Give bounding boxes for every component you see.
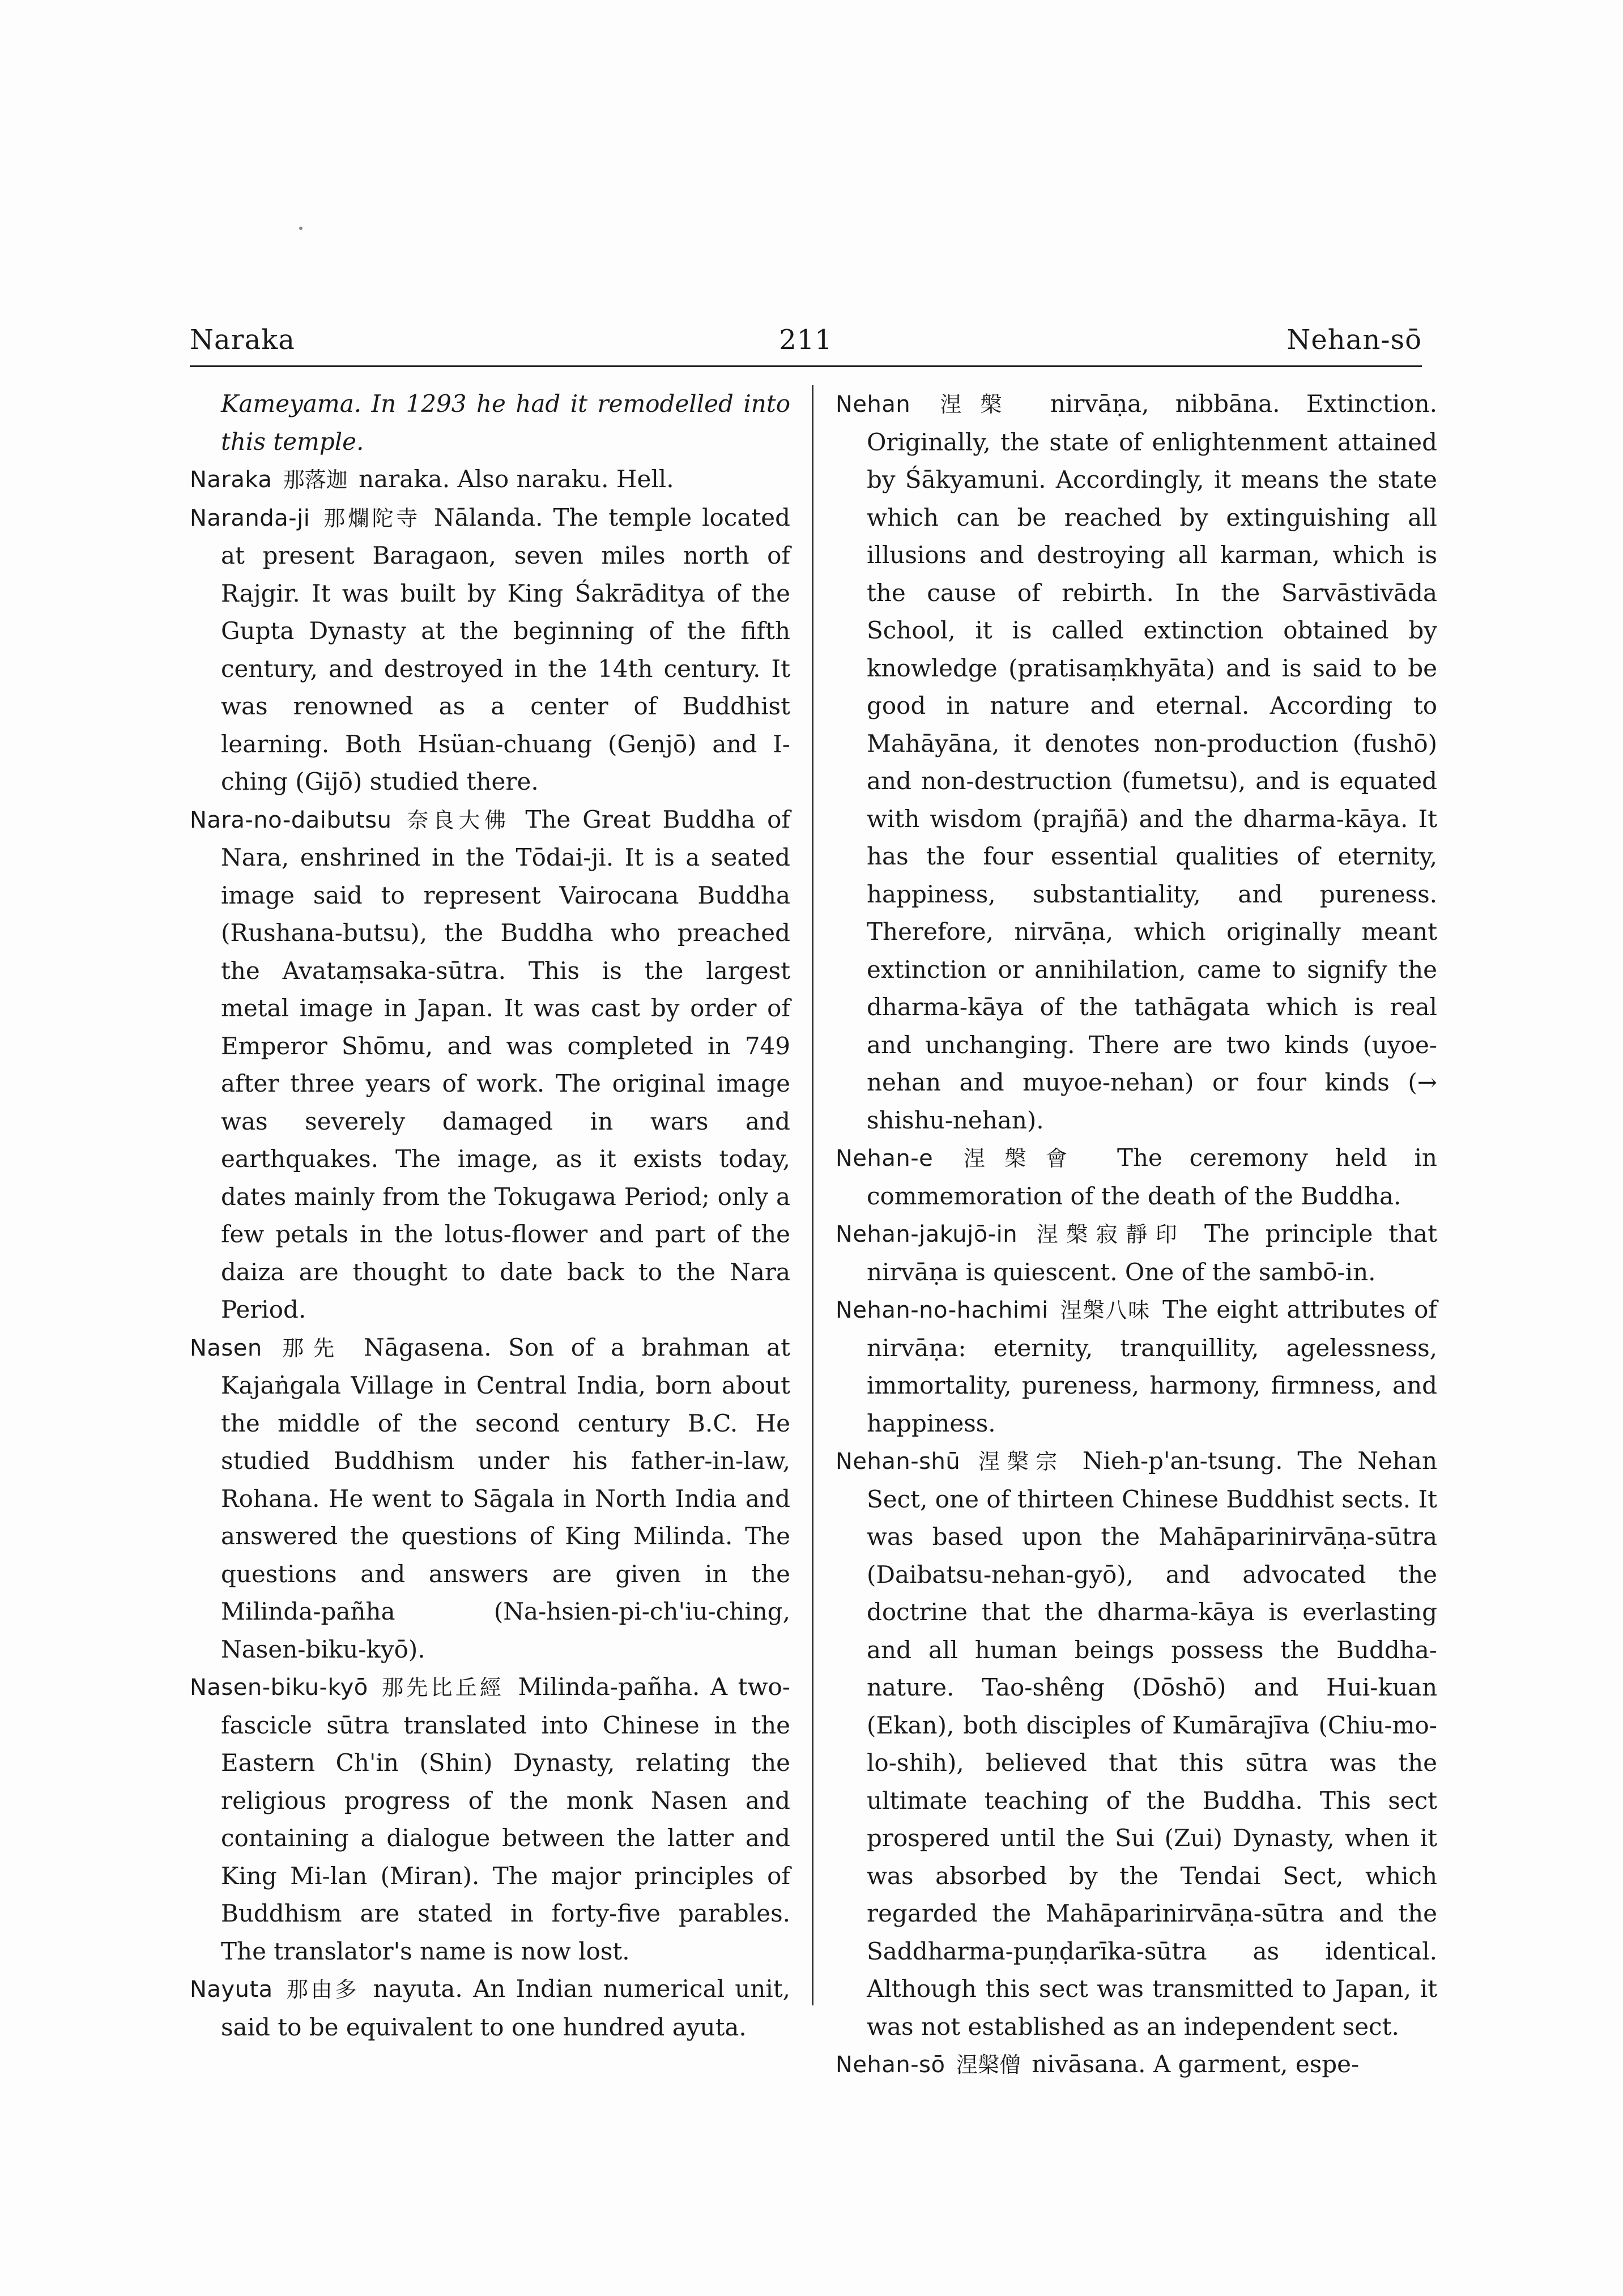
entry-text: Nāgasena. Son of a brahman at Kajaṅgala Village in Central India, born about the middle of the second century B.C. He studied Buddhism under his father-in-law, Rohana. He went to Sāgala in North India and answered the questions of King Milinda. The questions and answers are given in the Milinda-pañha (Na-hsien-pi-ch'iu-ching, Nasen-biku-kyō). (221, 1333, 790, 1663)
page-number: 211 (779, 324, 833, 356)
entry-headword: Naranda-ji (190, 505, 310, 531)
entry-headword: Nehan-e (836, 1145, 934, 1172)
entry-kanji: 涅槃 (940, 392, 1021, 417)
entry-text: Nieh-p'an-tsung. The Nehan Sect, one of thirteen Chinese Buddhist sects. It was based upon the Mahāparinirvāṇa-sūtra (Daibatsu-nehan-gyō), and advocated the doctrine that the dharma-kāya is everlasting and all human beings possess the Buddha-nature. Tao-shêng (Dōshō) and Hui-kuan (Ekan), both disciples of Kumārajīva (Chiu-mo-lo-shih), believed that this sūtra was the ultimate teaching of the Buddha. This sect prospered until the Sui (Zui) Dynasty, when it was absorbed by the Tendai Sect, which regarded the Mahāparinirvāṇa-sūtra and the Saddharma-puṇḍarīka-sūtra as identical. Although this sect was transmitted to Japan, it was not established as an independent sect. (867, 1447, 1438, 2041)
entry-kanji: 涅槃寂靜印 (1036, 1222, 1186, 1247)
entry-headword: Nehan-shū (836, 1449, 961, 1475)
entry-text: The ceremony held in commemoration of the death of the Buddha. (867, 1144, 1437, 1210)
entry-kanji: 那落迦 (283, 467, 348, 492)
entry-kanji: 涅槃僧 (956, 2052, 1021, 2077)
entry-text: The Great Buddha of Nara, enshrined in the Tōdai-ji. It is a seated image said to represent Vairocana Buddha (Rushana-butsu), the Buddha who preached the Avataṃsaka-sūtra. This is the largest metal image in Japan. It was cast by order of Emperor Shōmu, and was completed in 749 after three years of work. The original image was severely damaged in wars and earthquakes. The image, as it exists today, dates mainly from the Tokugawa Period; only a few petals in the lotus-flower and part of the daiza are thought to date back to the Nara Period. (221, 805, 790, 1323)
dictionary-entry (190, 1668, 790, 1970)
entry-headword: Nehan-no-hachimi (836, 1297, 1049, 1323)
dictionary-entry (836, 1442, 1437, 2046)
entry-text: The eight attributes of nirvāṇa: eternity, tranquillity, agelessness, immortality, pureness, harmony, firmness, and happiness. (867, 1296, 1437, 1437)
entry-text: The principle that nirvāṇa is quiescent. One of the sambō-in. (867, 1220, 1437, 1286)
entry-text: nayuta. An Indian numerical unit, said to be equivalent to one hundred ayuta. (221, 1975, 790, 2041)
dictionary-entry (190, 499, 790, 801)
entry-kanji: 涅槃八味 (1060, 1298, 1151, 1323)
entry-kanji: 那先 (282, 1335, 344, 1361)
dictionary-entry (836, 1291, 1437, 1442)
header-first-entry: Naraka (190, 324, 295, 356)
column-divider (812, 385, 813, 2005)
entry-kanji: 奈良大佛 (407, 807, 510, 833)
entry-text: nivāsana. A garment, espe- (1032, 2050, 1360, 2078)
entry-kanji: 那先比丘經 (382, 1675, 504, 1700)
header-rule (190, 365, 1422, 367)
entry-text: naraka. Also naraku. Hell. (359, 465, 674, 493)
header-last-entry: Nehan-sō (1287, 324, 1422, 356)
scan-speck (299, 227, 303, 230)
dictionary-entry (190, 385, 790, 461)
entry-kanji: 那由多 (286, 1977, 360, 2002)
entry-kanji: 涅槃會 (964, 1146, 1087, 1171)
entry-kanji: 那爛陀寺 (323, 505, 420, 531)
entry-text: Milinda-pañha. A two-fascicle sūtra translated into Chinese in the Eastern Ch'in (Shin) Dynasty, relating the religious progress of the monk Nasen and containing a dialogue between the latter and King Mi-lan (Miran). The major principles of Buddhism are stated in forty-five parables. The translator's name is now lost. (221, 1673, 790, 1965)
entry-headword: Nasen-biku-kyō (190, 1675, 368, 1701)
dictionary-entry (190, 1329, 790, 1669)
entry-headword: Nehan-jakujō-in (836, 1221, 1018, 1247)
running-header (190, 317, 1422, 363)
right-column (836, 385, 1437, 2084)
dictionary-entry (836, 1139, 1437, 1215)
dictionary-entry (836, 2046, 1437, 2084)
entry-headword: Nehan-sō (836, 2052, 945, 2078)
entry-headword: Nasen (190, 1335, 262, 1361)
entry-text: Nālanda. The temple located at present Baragaon, seven miles north of Rajgir. It was built by King Śakrāditya of the Gupta Dynasty at the beginning of the fifth century, and destroyed in the 14th century. It was renowned as a center of Buddhist learning. Both Hsüan-chuang (Genjō) and I-ching (Gijō) studied there. (221, 503, 790, 795)
entry-headword: Nara-no-daibutsu (190, 807, 392, 833)
dictionary-entry (836, 385, 1437, 1139)
entry-text: Kameyama. In 1293 he had it remodelled into this temple. (221, 390, 790, 455)
dictionary-entry (190, 1970, 790, 2046)
entry-headword: Nayuta (190, 1976, 273, 2003)
left-column (190, 385, 790, 2046)
entry-text: nirvāṇa, nibbāna. Extinction. Originally, the state of enlightenment attained by Śākyamuni. Accordingly, it means the state which can be reached by extinguishing all illusions and destroying all karman, which is the cause of rebirth. In the Sarvāstivāda School, it is called extinction obtained by knowledge (pratisaṃkhyāta) and is said to be good in nature and eternal. According to Mahāyāna, it denotes non-production (fushō) and non-destruction (fumetsu), and is equated with wisdom (prajñā) and the dharma-kāya. It has the four essential qualities of eternity, happiness, substantiality, and pureness. Therefore, nirvāṇa, which originally meant extinction or annihilation, came to signify the dharma-kāya of the tathāgata which is real and unchanging. There are two kinds (uyoe-nehan and muyoe-nehan) or four kinds (→ shishu-nehan). (867, 390, 1437, 1134)
entry-headword: Naraka (190, 467, 272, 493)
dictionary-entry (190, 461, 790, 499)
dictionary-entry (836, 1215, 1437, 1291)
dictionary-entry (190, 801, 790, 1329)
entry-headword: Nehan (836, 391, 911, 418)
entry-kanji: 涅槃宗 (978, 1449, 1064, 1474)
